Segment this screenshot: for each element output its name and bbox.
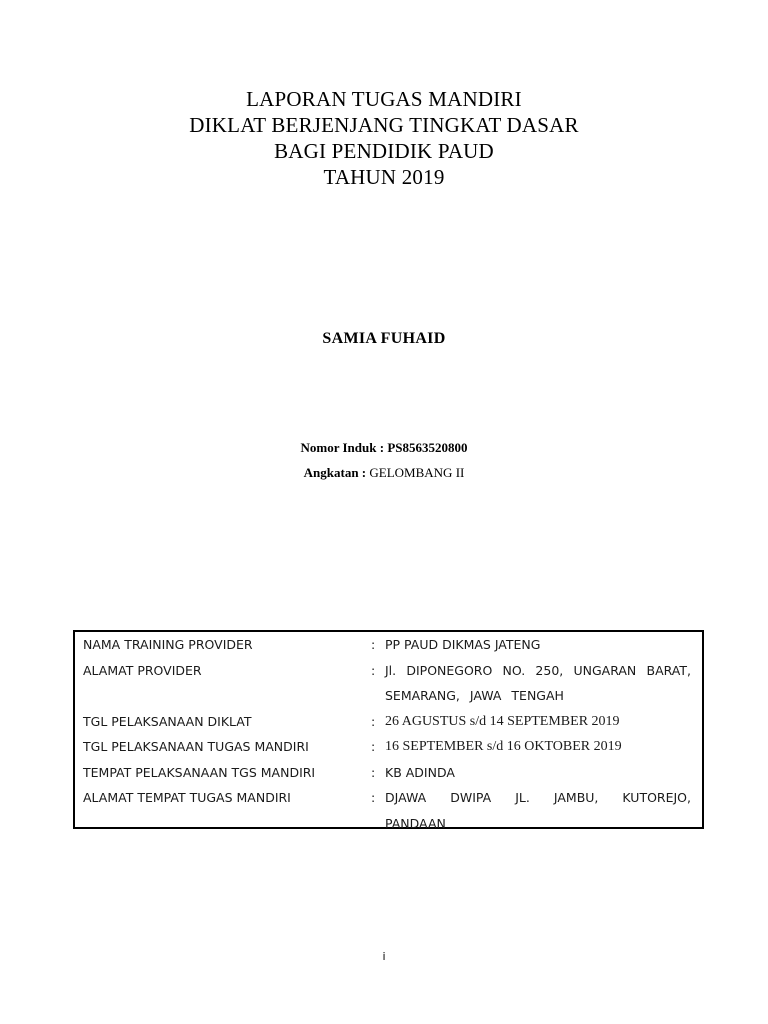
report-title (0, 86, 768, 190)
angkatan-value: GELOMBANG II (369, 465, 465, 480)
info-row (75, 658, 702, 709)
nomor-induk-label: Nomor Induk : (300, 440, 385, 455)
info-colon: : (371, 662, 376, 678)
info-colon: : (371, 713, 376, 729)
provider-info-table (73, 630, 704, 829)
info-value: DJAWA DWIPA JL. JAMBU, KUTOREJO, PANDAAN (385, 790, 691, 831)
author-name: SAMIA FUHAID (322, 330, 446, 347)
info-row (75, 734, 702, 760)
info-value: Jl. DIPONEGORO NO. 250, UNGARAN BARAT, SEMARANG, JAWA TENGAH (385, 662, 691, 703)
info-row (75, 709, 702, 735)
title-line-4: TAHUN 2019 (323, 165, 445, 189)
title-line-1: LAPORAN TUGAS MANDIRI (246, 87, 522, 111)
info-label: TEMPAT PELAKSANAAN TGS MANDIRI (83, 764, 316, 780)
info-value: 26 AGUSTUS s/d 14 SEPTEMBER 2019 (385, 713, 620, 729)
nomor-induk (0, 440, 768, 456)
info-row (75, 785, 702, 836)
page-number: i (382, 950, 386, 963)
info-colon: : (371, 739, 376, 754)
info-label: TGL PELAKSANAAN TUGAS MANDIRI (83, 739, 309, 754)
angkatan-label: Angkatan : (303, 465, 367, 480)
info-value: PP PAUD DIKMAS JATENG (385, 637, 541, 652)
info-label: NAMA TRAINING PROVIDER (83, 637, 253, 652)
title-line-3: BAGI PENDIDIK PAUD (274, 139, 494, 163)
title-line-2: DIKLAT BERJENJANG TINGKAT DASAR (189, 113, 579, 137)
info-colon: : (371, 764, 376, 780)
info-label: ALAMAT PROVIDER (83, 662, 202, 678)
info-label: ALAMAT TEMPAT TUGAS MANDIRI (83, 790, 291, 805)
info-label: TGL PELAKSANAAN DIKLAT (83, 713, 252, 729)
info-colon: : (371, 790, 376, 805)
info-row (75, 632, 702, 658)
info-value: KB ADINDA (385, 764, 455, 780)
angkatan (0, 465, 768, 481)
info-value: 16 SEPTEMBER s/d 16 OKTOBER 2019 (385, 739, 622, 754)
info-row (75, 760, 702, 786)
info-colon: : (371, 637, 376, 652)
nomor-induk-value: PS8563520800 (387, 440, 468, 455)
